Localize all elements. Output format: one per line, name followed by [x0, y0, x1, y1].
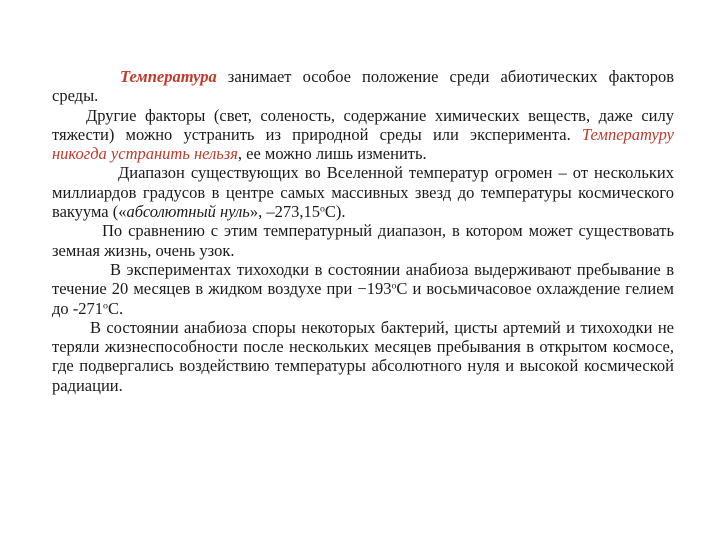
- paragraph-temperature-range: [52, 163, 674, 221]
- paragraph-text-mid: С и восьмичасовое охлаждение гелием до -271: [52, 279, 674, 318]
- paragraph-tardigrade-experiments: [52, 260, 674, 318]
- text-body: [52, 67, 674, 395]
- paragraph-text: В экспериментах тихоходки в состоянии анабиоза выдерживают пребывание в течение 20 месяцев в жидком воздухе при −193: [52, 259, 674, 299]
- degree-sign: о: [391, 280, 397, 292]
- degree-sign: о: [103, 300, 108, 312]
- paragraph-text: Другие факторы (свет, соленость, содержание химических веществ, даже силу тяжести) можно устранить из природной среды или эксперимента.: [52, 105, 674, 144]
- term-temperature: Температура: [120, 67, 217, 86]
- unit-celsius: С).: [324, 202, 346, 222]
- paragraph-other-factors: [52, 106, 674, 164]
- paragraph-tail: », –273,15: [249, 202, 320, 222]
- unit-celsius: С.: [107, 298, 124, 318]
- degree-sign: о: [319, 203, 325, 215]
- emphasis-temperature-cannot-be-removed: Температуру никогда устранить нельзя: [52, 124, 674, 164]
- paragraph-text: В состоянии анабиоза споры некоторых бактерий, цисты артемий и тихоходки не теряли жизнеспособности после нескольких месяцев пребывания в открытом космосе, где подвергались воздействию температуры абсолютного нуля и высокой космической радиации.: [52, 317, 674, 395]
- paragraph-space-survival: [52, 318, 674, 395]
- paragraph-text: занимает особое положение среди абиотических факторов среды.: [52, 67, 674, 106]
- paragraph-temperature-intro: [52, 67, 674, 106]
- paragraph-text: По сравнению с этим температурный диапазон, в котором может существовать земная жизнь, очень узок.: [52, 221, 674, 260]
- paragraph-tail: , ее можно лишь изменить.: [237, 144, 427, 164]
- emphasis-absolute-zero: абсолютный нуль: [126, 202, 250, 222]
- paragraph-life-range: [52, 221, 674, 260]
- paragraph-text: Диапазон существующих во Вселенной температур огромен – от нескольких миллиардов градусов в центре самых массивных звезд до температуры космического вакуума («: [52, 163, 674, 222]
